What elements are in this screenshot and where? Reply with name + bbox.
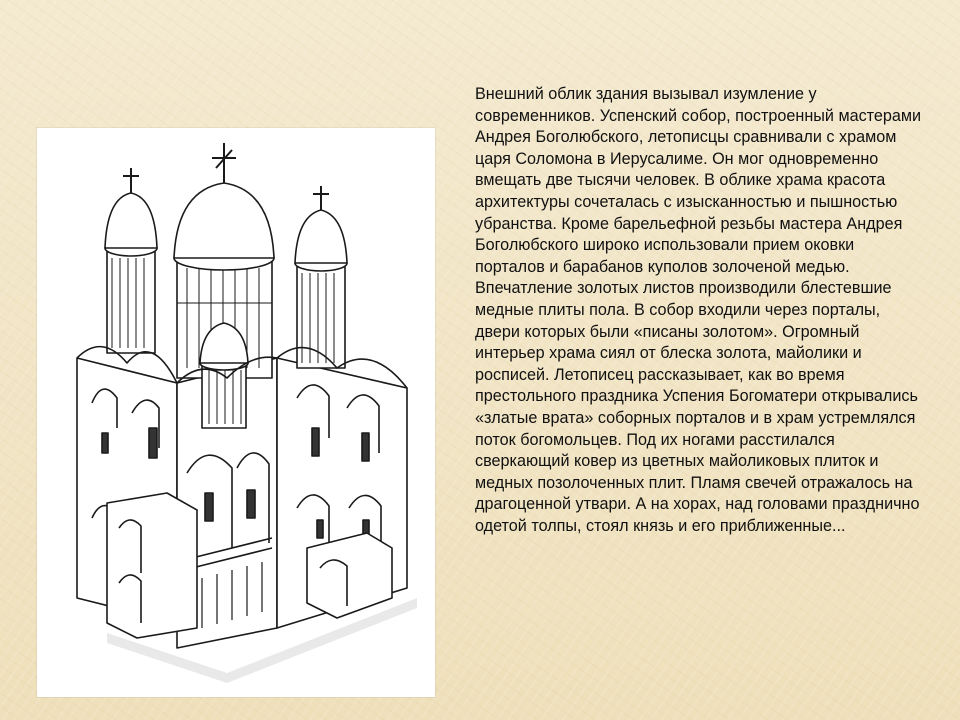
cathedral-drawing-icon xyxy=(37,128,435,697)
body-paragraph: Внешний облик здания вызывал изумление у современников. Успенский собор, построенный мастерами Андрея Боголюбского, летописцы сравнивали с храмом царя Соломона в Иерусалиме. Он мог одновременно вмещать две тысячи человек. В облике храма красота архитектуры сочеталась с изысканностью и пышностью убранства. Кроме барельефной резьбы мастера Андрея Боголюбского широко использовали прием оковки порталов и барабанов куполов золоченой медью. Впечатление золотых листов производили блестевшие медные плиты пола. В собор входили через порталы, двери которых были «писаны золотом». Огромный интерьер храма сиял от блеска золота, майолики и росписей. Летописец рассказывает, как во время престольного праздника Успения Богоматери открывались «златые врата» соборных порталов и в храм устремлялся поток богомольцев. Под их ногами расстилался сверкающий ковер из цветных майоликовых плиток и медных позолоченных плит. Пламя свечей отражалось на драгоценной утвари. А на хорах, над головами празднично одетой толпы, стоял князь и его приближенные... xyxy=(475,85,922,535)
cathedral-illustration xyxy=(37,128,435,697)
